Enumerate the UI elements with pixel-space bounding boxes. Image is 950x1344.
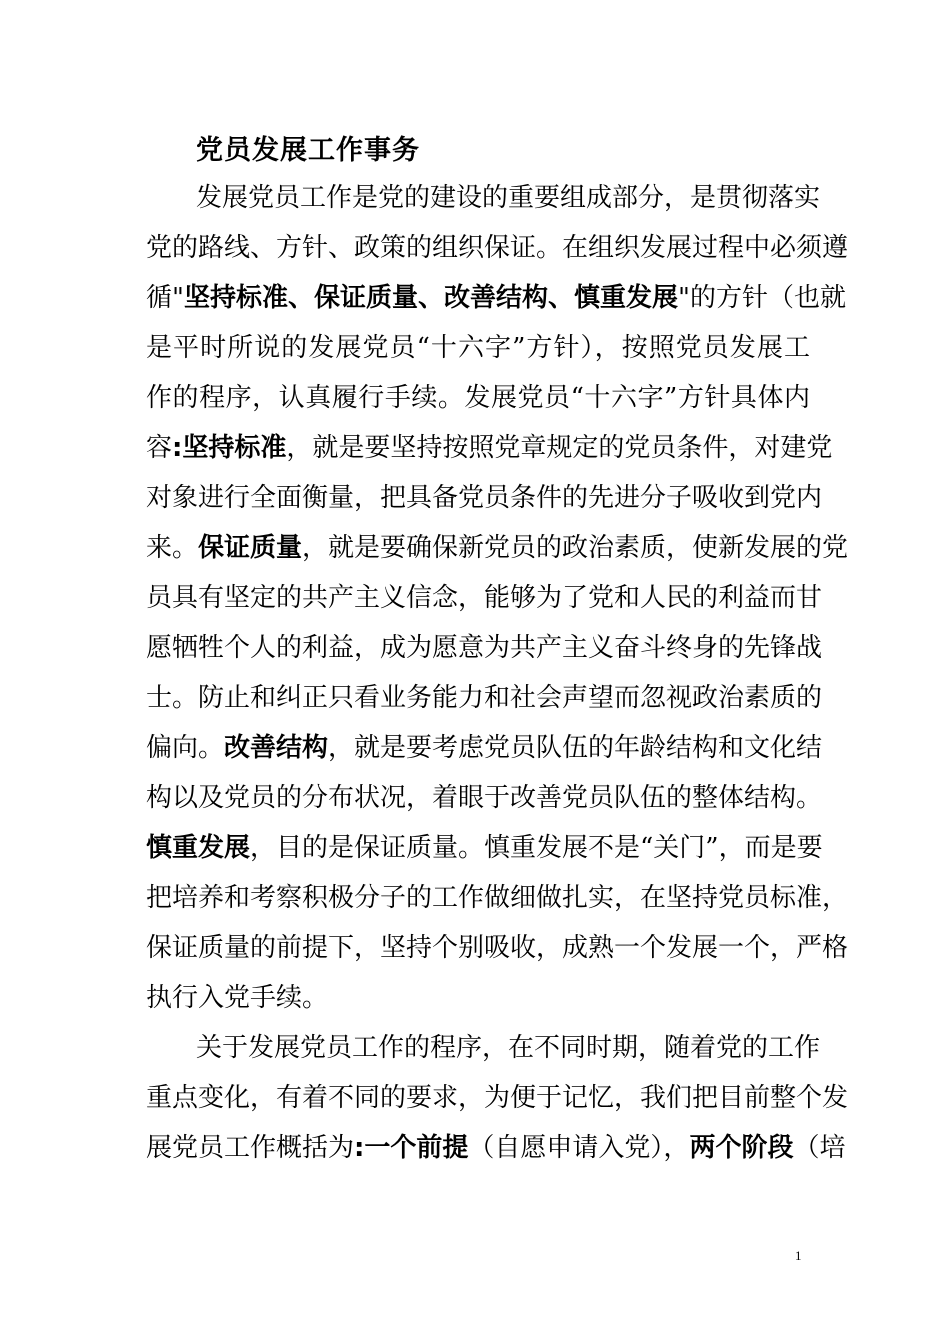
text-run: （自愿申请入党）， bbox=[468, 1133, 690, 1163]
body-line bbox=[146, 224, 849, 272]
text-run: 士。防止和纠正只看业务能力和社会声望而忽视政治素质的 bbox=[146, 683, 823, 713]
text-run: "的方针（也就 bbox=[677, 283, 846, 313]
text-run: 容 bbox=[146, 433, 173, 463]
text-run: ，就是要确保新党员的政治素质，使新发展的党 bbox=[302, 533, 849, 563]
text-run: 偏向。 bbox=[146, 733, 225, 763]
bold-text-run: :一个前提 bbox=[354, 1133, 469, 1163]
body-line bbox=[196, 174, 821, 222]
text-run: 构以及党员的分布状况，着眼于改善党员队伍的整体结构。 bbox=[146, 783, 823, 813]
text-run: 关于发展党员工作的程序，在不同时期，随着党的工作 bbox=[196, 1033, 821, 1063]
body-line bbox=[196, 1024, 821, 1072]
text-run: 是平时所说的发展党员“十六字”方针），按照党员发展工 bbox=[146, 333, 810, 363]
body-line bbox=[146, 724, 823, 772]
body-line bbox=[146, 574, 823, 622]
text-run: 对象进行全面衡量，把具备党员条件的先进分子吸收到党内 bbox=[146, 483, 823, 513]
page-number: 1 bbox=[795, 1248, 802, 1263]
bold-text-run: :坚持标准 bbox=[172, 433, 287, 463]
text-run: 党的路线、方针、政策的组织保证。在组织发展过程中必须遵 bbox=[146, 233, 849, 263]
bold-text-run: 坚持标准、保证质量、改善结构、慎重发展 bbox=[183, 283, 678, 313]
bold-text-run: 慎重发展 bbox=[146, 833, 251, 863]
text-run: 员具有坚定的共产主义信念，能够为了党和人民的利益而甘 bbox=[146, 583, 823, 613]
body-line bbox=[146, 274, 846, 322]
bold-text-run: 改善结构 bbox=[224, 733, 329, 763]
body-line bbox=[146, 324, 810, 372]
text-run: 循" bbox=[146, 283, 184, 313]
body-line bbox=[146, 824, 823, 872]
body-line bbox=[146, 624, 823, 672]
text-run: 重点变化，有着不同的要求，为便于记忆，我们把目前整个发 bbox=[146, 1083, 849, 1113]
text-run: ，就是要考虑党员队伍的年龄结构和文化结 bbox=[328, 733, 823, 763]
text-run: ，就是要坚持按照党章规定的党员条件，对建党 bbox=[286, 433, 833, 463]
text-run: 愿牺牲个人的利益，成为愿意为共产主义奋斗终身的先锋战 bbox=[146, 633, 823, 663]
text-run: 来。 bbox=[146, 533, 199, 563]
body-line bbox=[146, 1074, 849, 1122]
text-run: 展党员工作概括为 bbox=[146, 1133, 355, 1163]
body-line bbox=[146, 924, 849, 972]
body-line bbox=[146, 974, 810, 1022]
body-line bbox=[146, 424, 833, 472]
text-run: 发展党员工作是党的建设的重要组成部分，是贯彻落实 bbox=[196, 183, 821, 213]
body-line bbox=[146, 524, 849, 572]
body-line bbox=[146, 1124, 846, 1172]
text-run: 把培养和考察积极分子的工作做细做扎实，在坚持党员标准， bbox=[146, 883, 849, 913]
body-line bbox=[146, 474, 823, 522]
text-run: 保证质量的前提下，坚持个别吸收，成熟一个发展一个，严格 bbox=[146, 933, 849, 963]
document-title: 党员发展工作事务 bbox=[196, 135, 420, 166]
text-run: 执行入党手续。 bbox=[146, 983, 329, 1013]
bold-text-run: 保证质量 bbox=[198, 533, 303, 563]
text-run: 作的程序，认真履行手续。发展党员“十六字”方针具体内 bbox=[146, 383, 810, 413]
bold-text-run: 两个阶段 bbox=[689, 1133, 794, 1163]
text-run: ，目的是保证质量。慎重发展不是“关门”，而是要 bbox=[250, 833, 823, 863]
body-line bbox=[146, 674, 823, 722]
text-run: （培 bbox=[793, 1133, 846, 1163]
body-line bbox=[146, 774, 823, 822]
body-line bbox=[146, 374, 810, 422]
body-line bbox=[146, 874, 849, 922]
